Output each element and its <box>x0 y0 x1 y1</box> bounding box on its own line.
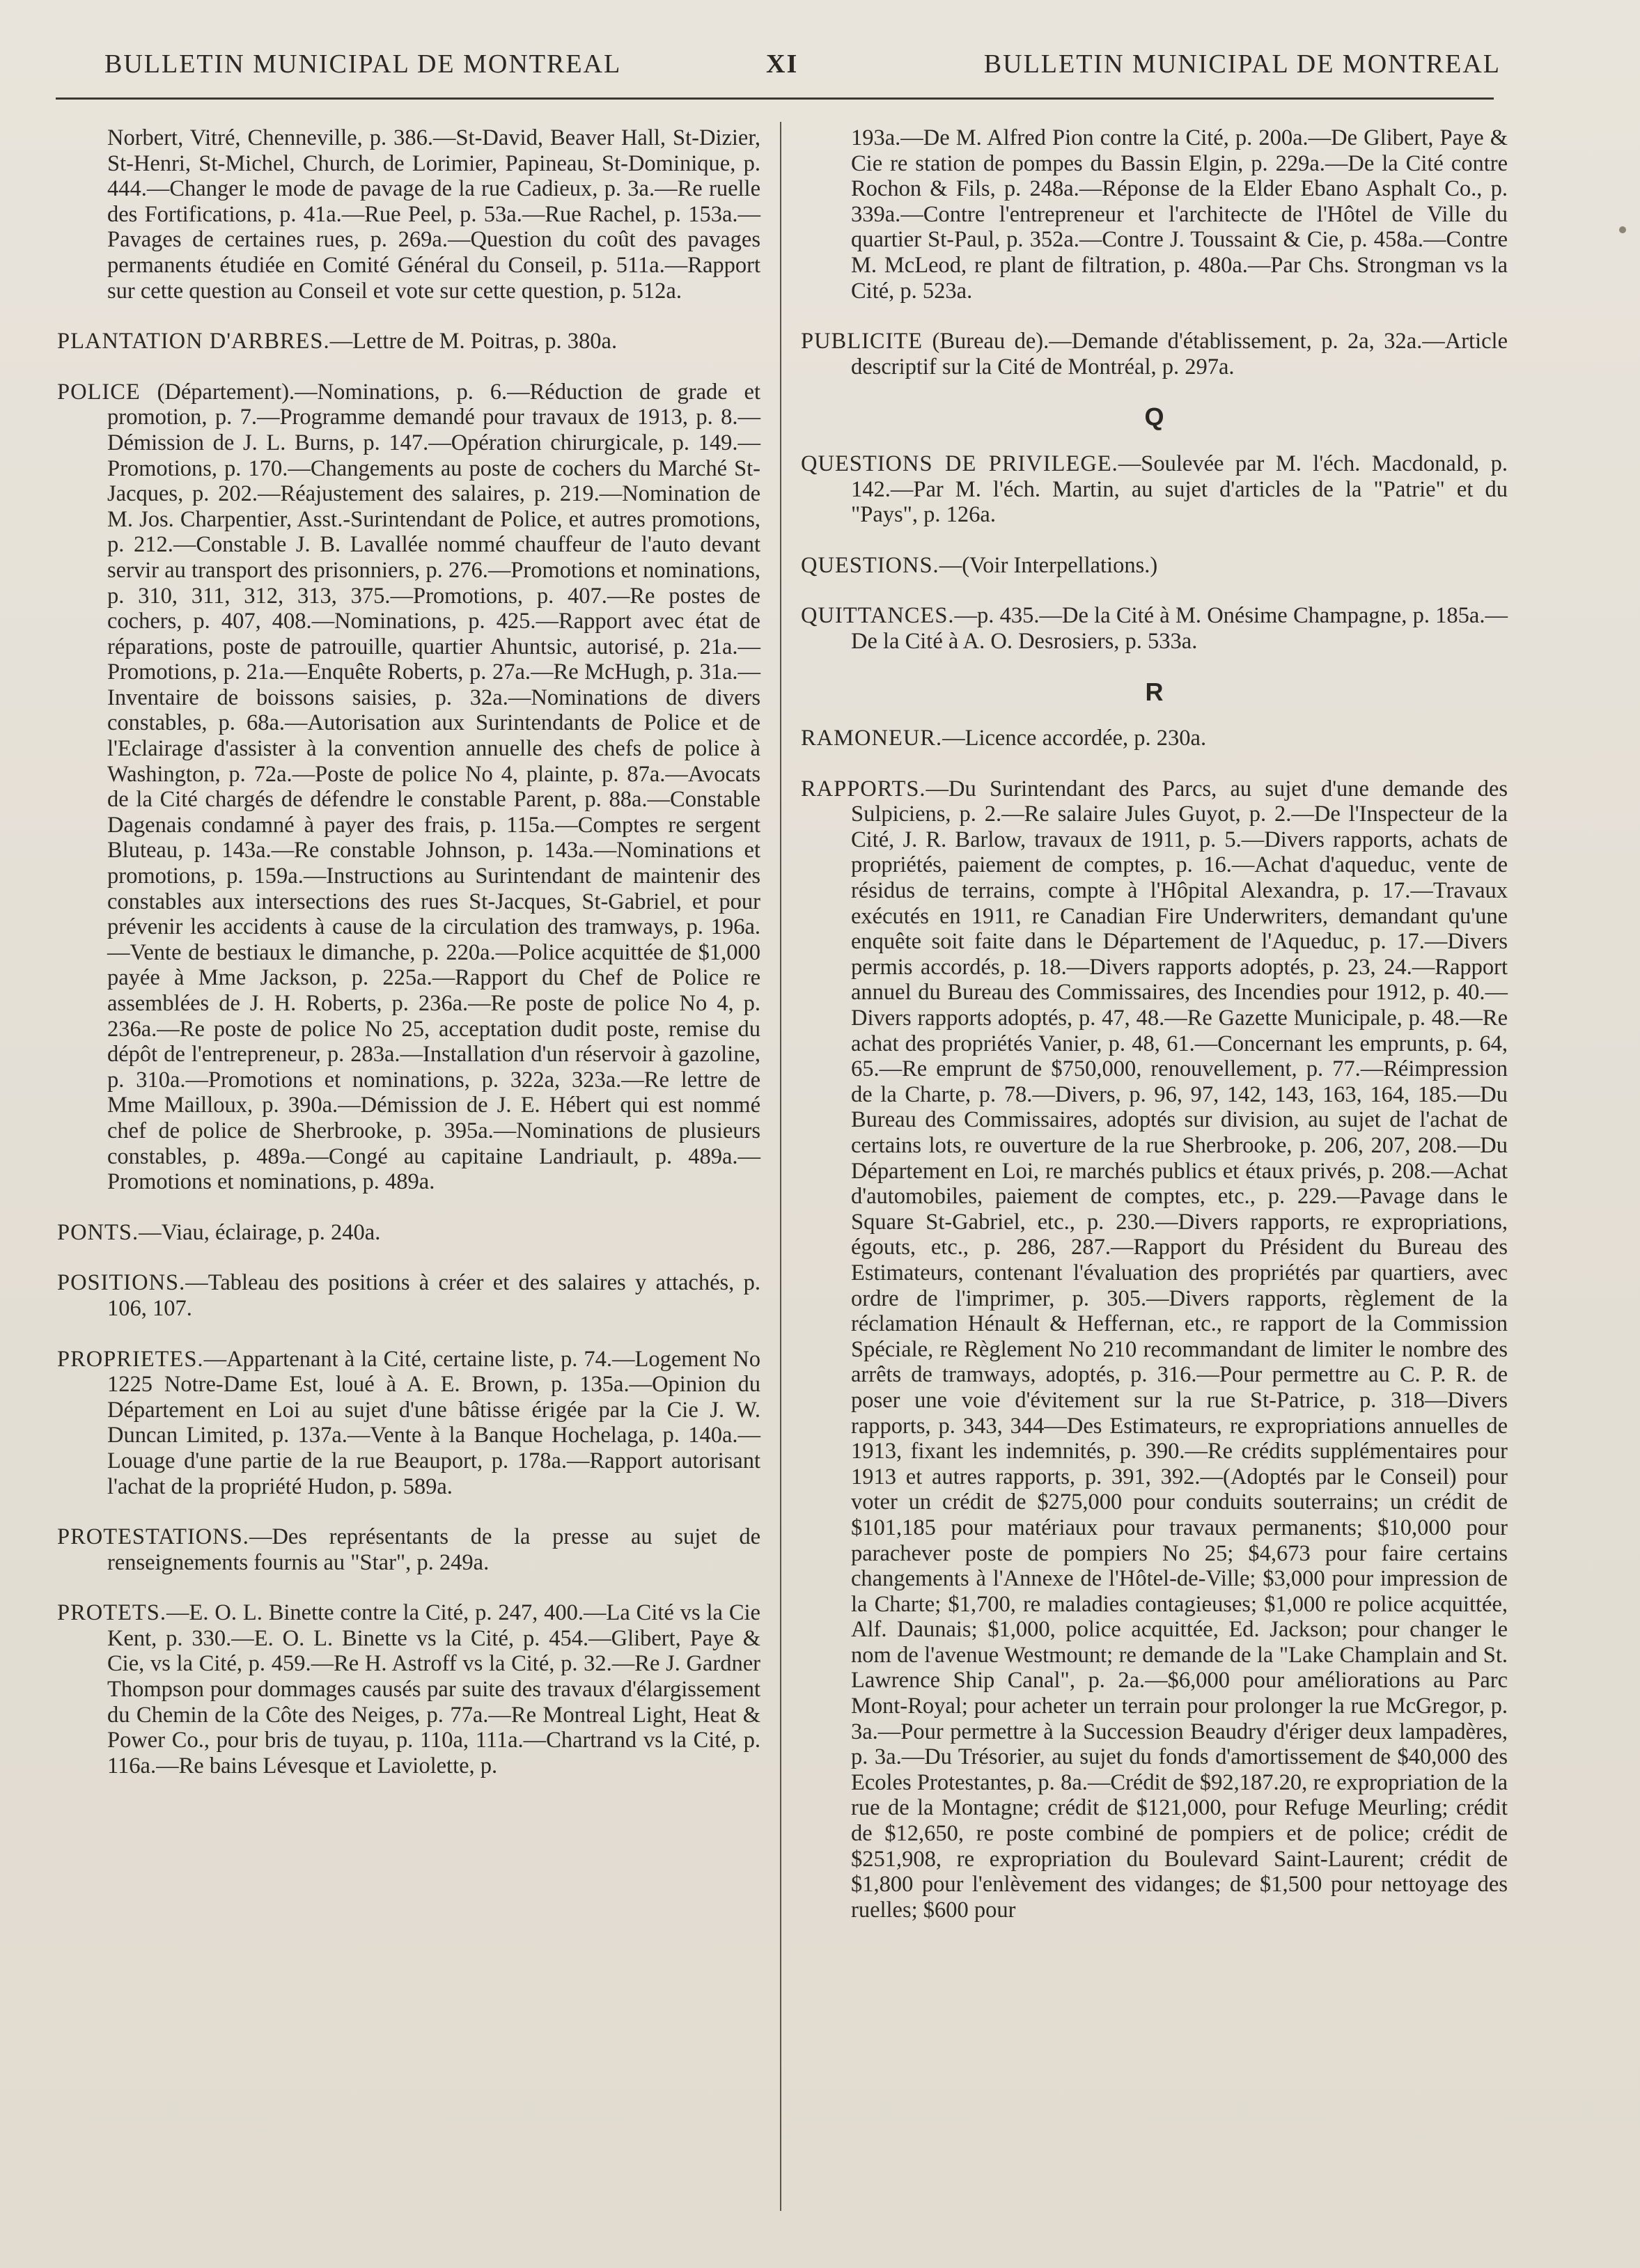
entry-heading: PUBLICITE <box>801 329 923 354</box>
left-column <box>57 125 760 1804</box>
index-entry-questions <box>801 553 1508 579</box>
entry-body: —p. 435.—De la Cité à M. Onésime Champagne, p. 185a.—De la Cité à A. O. Desrosiers, p. 533a. <box>851 603 1508 654</box>
entry-body: —Du Surintendant des Parcs, au sujet d'une demande des Sulpiciens, p. 2.—Re salaire Jules Guyot, p. 2.—De l'Inspecteur de la Cité, J. R. Barlow, travaux de 1911, p. 5.—Divers rapports, achats de propriétés, paiement de comptes, p. 16.—Achat d'aqueduc, vente de résidus de terrains, compte à l'Hôpital Alexandra, p. 17.—Travaux exécutés en 1911, re Canadian Fire Underwriters, demandant qu'une enquête soit faite dans le Département de l'Aqueduc, p. 17.—Divers permis accordés, p. 18.—Divers rapports adoptés, p. 23, 24.—Rapport annuel du Bureau des Commissaires, des Incendies pour 1912, p. 40.—Divers rapports adoptés, p. 47, 48.—Re Gazette Municipale, p. 48.—Re achat des propriétés Vanier, p. 48, 61.—Concernant les emprunts, p. 64, 65.—Re emprunt de $750,000, renouvellement, p. 77.—Réimpression de la Charte, p. 78.—Divers, p. 96, 97, 142, 143, 163, 164, 185.—Du Bureau des Commissaires, adoptés sur division, au sujet de l'achat de certains lots, re ouverture de la rue Sherbrooke, p. 206, 207, 208.—Du Département en Loi, re marchés publics et étaux privés, p. 208.—Achat d'automobiles, paiement de comptes, etc., p. 229.—Pavage dans le Square St-Gabriel, etc., p. 230.—Divers rapports, re expropriations, égouts, etc., p. 286, 287.—Rapport du Président du Bureau des Estimateurs, contenant l'évaluation des propriétés par quartiers, avec ordre de l'imprimer, p. 305.—Divers rapports, règlement de la réclamation Hénault & Heffernan, etc., re rapport de la Commission Spéciale, re Règlement No 210 recommandant de limiter le nombre des arrêts de tramways, adoptés, p. 316.—Pour permettre au C. P. R. de poser une voie d'évitement sur la rue St-Patrice, p. 318—Divers rapports, p. 343, 344—Des Estimateurs, re expropriations annuelles de 1913, fixant les indemnités, p. 390.—Re crédits supplémentaires pour 1913 et autres rapports, p. 391, 392.—(Adoptés par le Conseil) pour voter un crédit de $275,000 pour conduits souterrains; un crédit de $101,185 pour matériaux pour travaux permanents; $10,000 pour parachever poste de pompiers No 25; $4,673 pour faire certains changements à l'Annexe de l'Hôtel-de-Ville; $3,000 pour impression de la Charte; $1,700, re maladies contagieuses; $1,000 re police acquittée, Alf. Daunais; $1,000, police acquittée, Ed. Jackson; pour changer le nom de l'avenue Westmount; re demande de la "Lake Champlain and St. Lawrence Ship Canal", p. 2a.—$6,000 pour améliorations au Parc Mont-Royal; pour acheter un terrain pour prolonger la rue McGregor, p. 3a.—Pour permettre à la Succession Beaudry d'ériger deux lampadères, p. 3a.—Du Trésorier, au sujet du fonds d'amortissement de $40,000 des Ecoles Protestantes, p. 8a.—Crédit de $92,187.20, re expropriation de la rue de la Montagne; crédit de $121,000, pour Refuge Meurling; crédit de $12,650, re poste combiné de pompiers et de police; crédit de $251,908, re expropriation du Boulevard Saint-Laurent; crédit de $1,800 pour l'enlèvement des vidanges; de $1,500 pour nettoyage des ruelles; $600 pour <box>851 776 1508 1923</box>
page-header <box>91 42 1515 97</box>
entry-heading: QUESTIONS. <box>801 552 939 578</box>
index-entry-proprietes <box>57 1347 760 1500</box>
header-title-right: BULLETIN MUNICIPAL DE MONTREAL <box>983 49 1501 79</box>
header-rule <box>56 97 1494 100</box>
index-entry-publicite <box>801 329 1508 380</box>
header-title-left: BULLETIN MUNICIPAL DE MONTREAL <box>104 49 622 79</box>
entry-body: —Lettre de M. Poitras, p. 380a. <box>329 329 618 354</box>
entry-body: —Tableau des positions à créer et des salaires y attachés, p. 106, 107. <box>107 1270 760 1321</box>
index-entry-continuation <box>801 125 1508 304</box>
section-letter-r: R <box>1145 677 1164 706</box>
index-entry-continuation <box>57 125 760 304</box>
section-letter-q: Q <box>1144 402 1164 432</box>
entry-body: —Appartenant à la Cité, certaine liste, p. 74.—Logement No 1225 Notre-Dame Est, loué à A. E. Brown, p. 135a.—Opinion du Département en Loi au sujet d'une bâtisse érigée par la Cie J. W. Duncan Limited, p. 137a.—Vente à la Banque Hochelaga, p. 140a.—Louage d'une partie de la rue Beauport, p. 178a.—Rapport autorisant l'achat de la propriété Hudon, p. 589a. <box>107 1346 760 1499</box>
entry-body: (Département).—Nominations, p. 6.—Réduction de grade et promotion, p. 7.—Programme demandé pour travaux de 1913, p. 8.—Démission de J. L. Burns, p. 147.—Opération chirurgicale, p. 149.—Promotions, p. 170.—Changements au poste de cochers du Marché St-Jacques, p. 202.—Réajustement des salaires, p. 219.—Nomination de M. Jos. Charpentier, Asst.-Surintendant de Police, et autres promotions, p. 212.—Constable J. B. Lavallée nommé chauffeur de l'auto devant servir au transport des prisonniers, p. 276.—Promotions et nominations, p. 310, 311, 312, 313, 375.—Promotions, p. 407.—Re postes de cochers, p. 407, 408.—Nominations, p. 425.—Rapport avec état de réparations, poste de patrouille, quartier Ahuntsic, autorisé, p. 21a.—Promotions, p. 21a.—Enquête Roberts, p. 27a.—Re McHugh, p. 31a.—Inventaire de boissons saisies, p. 32a.—Nominations de divers constables, p. 68a.—Autorisation aux Surintendants de Police et de l'Eclairage d'assister à la convention annuelle des chefs de police à Washington, p. 72a.—Poste de police No 4, plainte, p. 87a.—Avocats de la Cité chargés de défendre le constable Parent, p. 88a.—Constable Dagenais condamné à payer des frais, p. 115a.—Comptes re sergent Bluteau, p. 143a.—Re constable Johnson, p. 143a.—Nominations et promotions, p. 159a.—Instructions au Surintendant de maintenir des constables aux intersections des rues St-Jacques, St-Gabriel, et pour prévenir les accidents à cause de la circulation des tramways, p. 196a.—Vente de bestiaux le dimanche, p. 220a.—Police acquittée de $1,000 payée à Mme Jackson, p. 225a.—Rapport du Chef de Police re assemblées de J. H. Roberts, p. 236a.—Re poste de police No 4, p. 236a.—Re poste de police No 25, acceptation dudit poste, remise du dépôt de l'entrepreneur, p. 283a.—Installation d'un réservoir à gazoline, p. 310a.—Promotions et nominations, p. 322a, 323a.—Re lettre de Mme Mailloux, p. 390a.—Démission de J. E. Hébert qui est nommé chef de police de Sherbrooke, p. 395a.—Nominations de plusieurs constables, p. 489a.—Congé au capitaine Landriault, p. 489a.—Promotions et nominations, p. 489a. <box>107 379 760 1195</box>
entry-body: —Soulevée par M. l'éch. Macdonald, p. 142.—Par M. l'éch. Martin, au sujet d'articles de la "Patrie" et du "Pays", p. 126a. <box>851 451 1508 528</box>
right-column <box>801 125 1508 1948</box>
entry-heading: QUESTIONS DE PRIVILEGE. <box>801 451 1118 476</box>
column-divider <box>780 122 781 2211</box>
paper-speck <box>1619 226 1626 233</box>
index-entry-questions-privilege <box>801 451 1508 528</box>
index-entry-positions <box>57 1270 760 1321</box>
entry-body: —Des représentants de la presse au sujet de renseignements fournis au "Star", p. 249a. <box>107 1524 760 1575</box>
index-entry-protestations <box>57 1524 760 1575</box>
entry-heading: RAPPORTS. <box>801 776 926 801</box>
entry-heading: PROTETS. <box>57 1600 166 1626</box>
entry-body: —Viau, éclairage, p. 240a. <box>139 1219 381 1245</box>
entry-body: —(Voir Interpellations.) <box>939 552 1158 578</box>
entry-heading: POLICE <box>57 379 141 405</box>
index-entry-protets <box>57 1600 760 1778</box>
index-entry-quittances <box>801 603 1508 654</box>
entry-body: —E. O. L. Binette contre la Cité, p. 247, 400.—La Cité vs la Cie Kent, p. 330.—E. O. L. Binette vs la Cité, p. 454.—Glibert, Paye & Cie, vs la Cité, p. 459.—Re H. Astroff vs la Cité, p. 32.—Re J. Gardner Thompson pour dommages causés par suite des travaux d'élargissement du Chemin de la Côte des Neiges, p. 77a.—Re Montreal Light, Heat & Power Co., pour bris de tuyau, p. 110a, 111a.—Chartrand vs la Cité, p. 116a.—Re bains Lévesque et Laviolette, p. <box>107 1600 760 1778</box>
entry-heading: PROTESTATIONS. <box>57 1524 249 1550</box>
entry-body: 193a.—De M. Alfred Pion contre la Cité, p. 200a.—De Glibert, Paye & Cie re station de pompes du Bassin Elgin, p. 229a.—De la Cité contre Rochon & Fils, p. 248a.—Réponse de la Elder Ebano Asphalt Co., p. 339a.—Contre l'entrepreneur et l'architecte de l'Hôtel de Ville du quartier St-Paul, p. 352a.—Contre J. Toussaint & Cie, p. 458a.—Contre M. McLeod, re plant de filtration, p. 480a.—Par Chs. Strongman vs la Cité, p. 523a. <box>851 125 1508 304</box>
index-entry-police <box>57 380 760 1195</box>
entry-heading: PLANTATION D'ARBRES. <box>57 329 330 354</box>
index-entry-ponts <box>57 1220 760 1246</box>
entry-body: Norbert, Vitré, Chenneville, p. 386.—St-David, Beaver Hall, St-Dizier, St-Henri, St-Michel, Church, de Lorimier, Papineau, St-Dominique, p. 444.—Changer le mode de pavage de la rue Cadieux, p. 3a.—Re ruelle des Fortifications, p. 41a.—Rue Peel, p. 53a.—Rue Rachel, p. 153a.—Pavages de certaines rues, p. 269a.—Question du coût des pavages permanents étudiée en Comité Général du Conseil, p. 511a.—Rapport sur cette question au Conseil et vote sur cette question, p. 512a. <box>107 125 760 304</box>
entry-heading: QUITTANCES. <box>801 603 955 629</box>
entry-heading: PROPRIETES. <box>57 1346 204 1372</box>
page-number: XI <box>766 49 799 79</box>
index-entry-ramoneur <box>801 726 1508 751</box>
index-entry-rapports <box>801 776 1508 1923</box>
entry-heading: RAMONEUR. <box>801 726 943 751</box>
index-entry-plantation <box>57 329 760 354</box>
entry-heading: POSITIONS. <box>57 1270 186 1296</box>
entry-body: —Licence accordée, p. 230a. <box>942 726 1207 751</box>
entry-body: (Bureau de).—Demande d'établissement, p. 2a, 32a.—Article descriptif sur la Cité de Montréal, p. 297a. <box>851 329 1508 380</box>
entry-heading: PONTS. <box>57 1219 139 1245</box>
